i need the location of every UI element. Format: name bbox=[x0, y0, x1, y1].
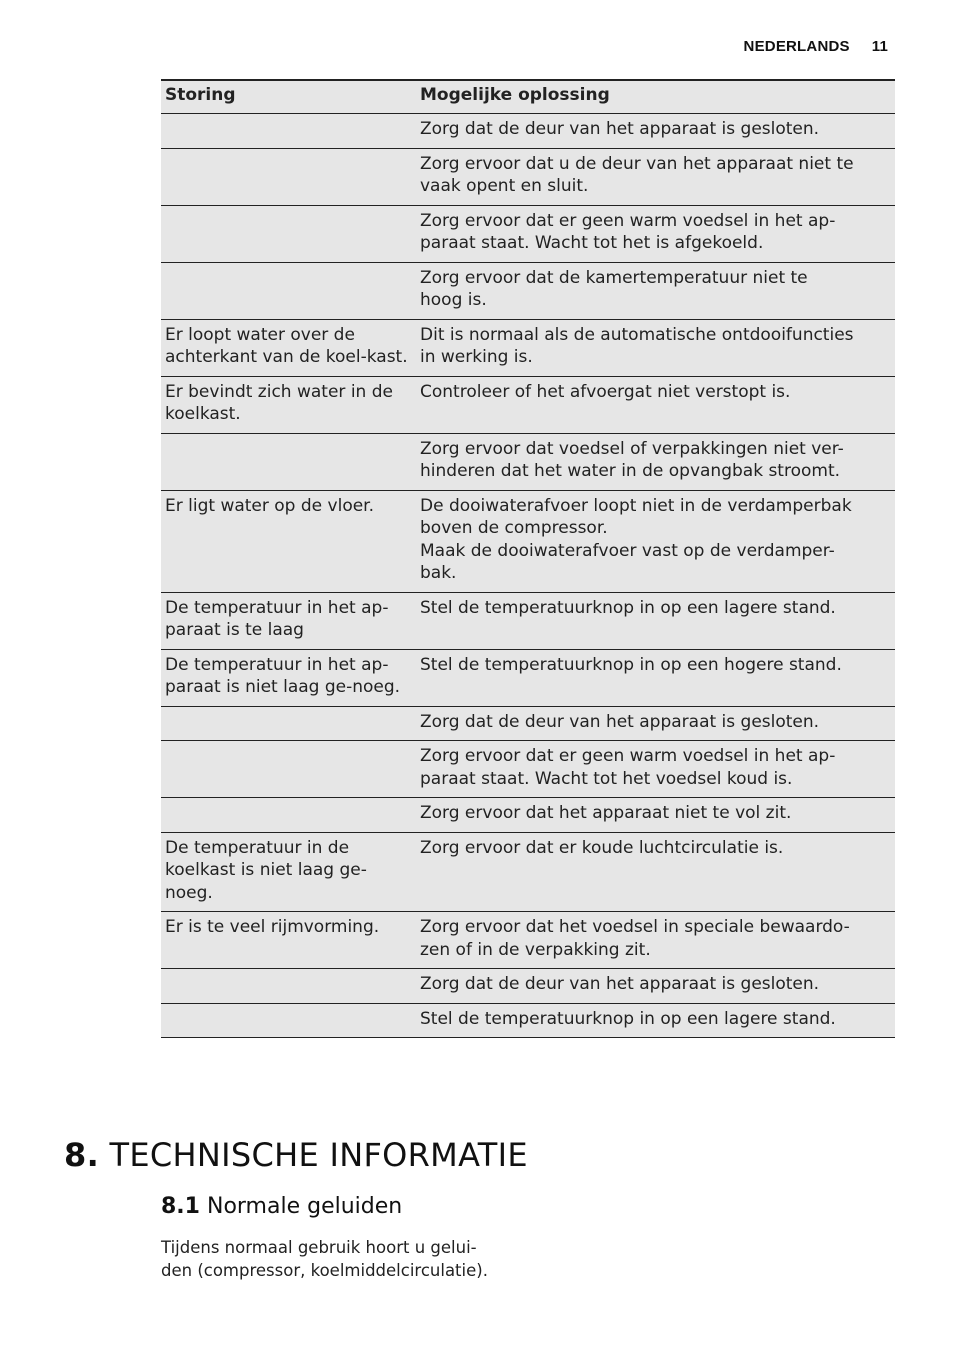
problem-cell bbox=[161, 114, 416, 149]
table-row bbox=[161, 433, 895, 490]
table-row bbox=[161, 912, 895, 969]
page-header bbox=[744, 38, 888, 55]
solution-cell: De dooiwaterafvoer loopt niet in de verdamperbak boven de compressor. Maak de dooiwaterafvoer vast op de verdamper- bak. bbox=[416, 490, 895, 592]
problem-cell: Er ligt water op de vloer. bbox=[161, 490, 416, 592]
table-row bbox=[161, 262, 895, 319]
table-row bbox=[161, 798, 895, 833]
solution-cell: Zorg ervoor dat het apparaat niet te vol zit. bbox=[416, 798, 895, 833]
solution-cell: Stel de temperatuurknop in op een hogere stand. bbox=[416, 649, 895, 706]
problem-cell bbox=[161, 969, 416, 1004]
problem-cell: De temperatuur in het ap-paraat is te laag bbox=[161, 592, 416, 649]
table-row bbox=[161, 205, 895, 262]
problem-cell: Er bevindt zich water in de koelkast. bbox=[161, 376, 416, 433]
section-title bbox=[64, 1136, 528, 1174]
solution-cell: Stel de temperatuurknop in op een lagere stand. bbox=[416, 1003, 895, 1038]
problem-cell: Er is te veel rijmvorming. bbox=[161, 912, 416, 969]
solution-cell: Zorg ervoor dat u de deur van het apparaat niet te vaak opent en sluit. bbox=[416, 148, 895, 205]
table-row bbox=[161, 490, 895, 592]
table-row bbox=[161, 832, 895, 912]
subsection-number: 8.1 bbox=[161, 1194, 200, 1219]
solution-cell: Zorg ervoor dat er geen warm voedsel in het ap- paraat staat. Wacht tot het is afgekoeld. bbox=[416, 205, 895, 262]
table-row bbox=[161, 741, 895, 798]
problem-cell bbox=[161, 433, 416, 490]
problem-cell: De temperatuur in de koelkast is niet laag ge-noeg. bbox=[161, 832, 416, 912]
problem-cell bbox=[161, 1003, 416, 1038]
body-paragraph: Tijdens normaal gebruik hoort u gelui- den (compressor, koelmiddelcirculatie). bbox=[161, 1238, 488, 1280]
table-row bbox=[161, 592, 895, 649]
solution-cell: Zorg ervoor dat er geen warm voedsel in het ap- paraat staat. Wacht tot het voedsel koud is. bbox=[416, 741, 895, 798]
problem-cell bbox=[161, 148, 416, 205]
problem-cell: Er loopt water over de achterkant van de koel-kast. bbox=[161, 319, 416, 376]
table-row bbox=[161, 114, 895, 149]
column-header-solution: Mogelijke oplossing bbox=[416, 80, 895, 114]
problem-cell: De temperatuur in het ap-paraat is niet laag ge-noeg. bbox=[161, 649, 416, 706]
solution-cell: Stel de temperatuurknop in op een lagere stand. bbox=[416, 592, 895, 649]
table-row bbox=[161, 969, 895, 1004]
section-number: 8. bbox=[64, 1136, 100, 1174]
troubleshooting-table bbox=[161, 79, 895, 1038]
solution-cell: Controleer of het afvoergat niet verstopt is. bbox=[416, 376, 895, 433]
problem-cell bbox=[161, 741, 416, 798]
section-title-text: TECHNISCHE INFORMATIE bbox=[109, 1136, 528, 1174]
solution-cell: Zorg dat de deur van het apparaat is gesloten. bbox=[416, 969, 895, 1004]
problem-cell bbox=[161, 706, 416, 741]
solution-cell: Zorg ervoor dat de kamertemperatuur niet te hoog is. bbox=[416, 262, 895, 319]
problem-cell bbox=[161, 798, 416, 833]
table-row bbox=[161, 376, 895, 433]
subsection-title-text: Normale geluiden bbox=[206, 1194, 403, 1219]
solution-cell: Zorg ervoor dat er koude luchtcirculatie is. bbox=[416, 832, 895, 912]
table-row bbox=[161, 148, 895, 205]
column-header-problem: Storing bbox=[161, 80, 416, 114]
table-row bbox=[161, 706, 895, 741]
header-language: NEDERLANDS bbox=[743, 38, 850, 55]
problem-cell bbox=[161, 262, 416, 319]
page-number: 11 bbox=[871, 38, 888, 55]
solution-cell: Zorg ervoor dat voedsel of verpakkingen niet ver- hinderen dat het water in de opvangbak stroomt. bbox=[416, 433, 895, 490]
table-row bbox=[161, 319, 895, 376]
problem-cell bbox=[161, 205, 416, 262]
table-row bbox=[161, 649, 895, 706]
solution-cell: Zorg dat de deur van het apparaat is gesloten. bbox=[416, 114, 895, 149]
table-row bbox=[161, 1003, 895, 1038]
table-header-row bbox=[161, 80, 895, 114]
subsection-title bbox=[161, 1194, 402, 1219]
solution-cell: Dit is normaal als de automatische ontdooifuncties in werking is. bbox=[416, 319, 895, 376]
solution-cell: Zorg dat de deur van het apparaat is gesloten. bbox=[416, 706, 895, 741]
solution-cell: Zorg ervoor dat het voedsel in speciale bewaardo- zen of in de verpakking zit. bbox=[416, 912, 895, 969]
